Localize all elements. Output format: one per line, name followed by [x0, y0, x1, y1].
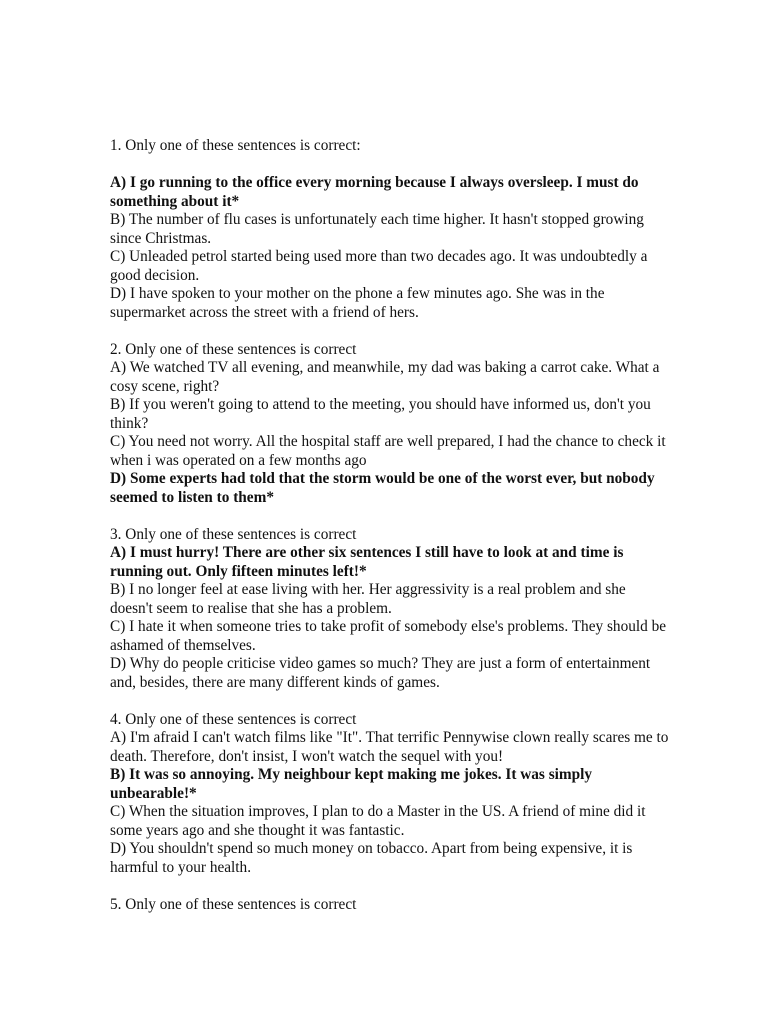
option-d-correct: D) Some experts had told that the storm would be one of the worst ever, but nobody seemed to listen to them*	[110, 470, 655, 506]
option-c: C) Unleaded petrol started being used more than two decades ago. It was undoubtedly a good decision.	[110, 248, 648, 284]
option-c: C) I hate it when someone tries to take profit of somebody else's problems. They should be ashamed of themselves.	[110, 618, 667, 654]
question-title: 2. Only one of these sentences is correct	[110, 340, 357, 358]
question-title: 5. Only one of these sentences is correct	[110, 895, 357, 913]
option-b: B) The number of flu cases is unfortunately each time higher. It hasn't stopped growing since Christmas.	[110, 211, 644, 247]
question-3	[110, 526, 670, 693]
option-a-correct: A) I must hurry! There are other six sentences I still have to look at and time is running out. Only fifteen minutes left!*	[110, 544, 624, 580]
question-5	[110, 896, 670, 915]
option-b: B) I no longer feel at ease living with her. Her aggressivity is a real problem and she doesn't seem to realise that she has a problem.	[110, 581, 626, 617]
option-c: C) You need not worry. All the hospital staff are well prepared, I had the chance to check it when i was operated on a few months ago	[110, 433, 666, 469]
question-title: 4. Only one of these sentences is correct	[110, 710, 357, 728]
option-b-correct: B) It was so annoying. My neighbour kept making me jokes. It was simply unbearable!*	[110, 766, 593, 802]
question-4	[110, 711, 670, 878]
question-2	[110, 341, 670, 508]
document-page	[110, 137, 670, 933]
question-1	[110, 137, 670, 322]
question-title: 1. Only one of these sentences is correct:	[110, 137, 361, 154]
option-a: A) I'm afraid I can't watch films like "It". That terrific Pennywise clown really scares me to death. Therefore, don't insist, I won't watch the sequel with you!	[110, 729, 669, 765]
option-a-correct: A) I go running to the office every morning because I always oversleep. I must do something about it*	[110, 174, 639, 210]
option-b: B) If you weren't going to attend to the meeting, you should have informed us, don't you think?	[110, 396, 651, 432]
option-d: D) You shouldn't spend so much money on tobacco. Apart from being expensive, it is harmful to your health.	[110, 840, 633, 876]
option-a: A) We watched TV all evening, and meanwhile, my dad was baking a carrot cake. What a cosy scene, right?	[110, 359, 660, 395]
question-title: 3. Only one of these sentences is correct	[110, 525, 357, 543]
option-d: D) I have spoken to your mother on the phone a few minutes ago. She was in the supermarket across the street with a friend of hers.	[110, 285, 605, 321]
option-d: D) Why do people criticise video games so much? They are just a form of entertainment and, besides, there are many different kinds of games.	[110, 655, 651, 691]
option-c: C) When the situation improves, I plan to do a Master in the US. A friend of mine did it some years ago and she thought it was fantastic.	[110, 803, 646, 839]
